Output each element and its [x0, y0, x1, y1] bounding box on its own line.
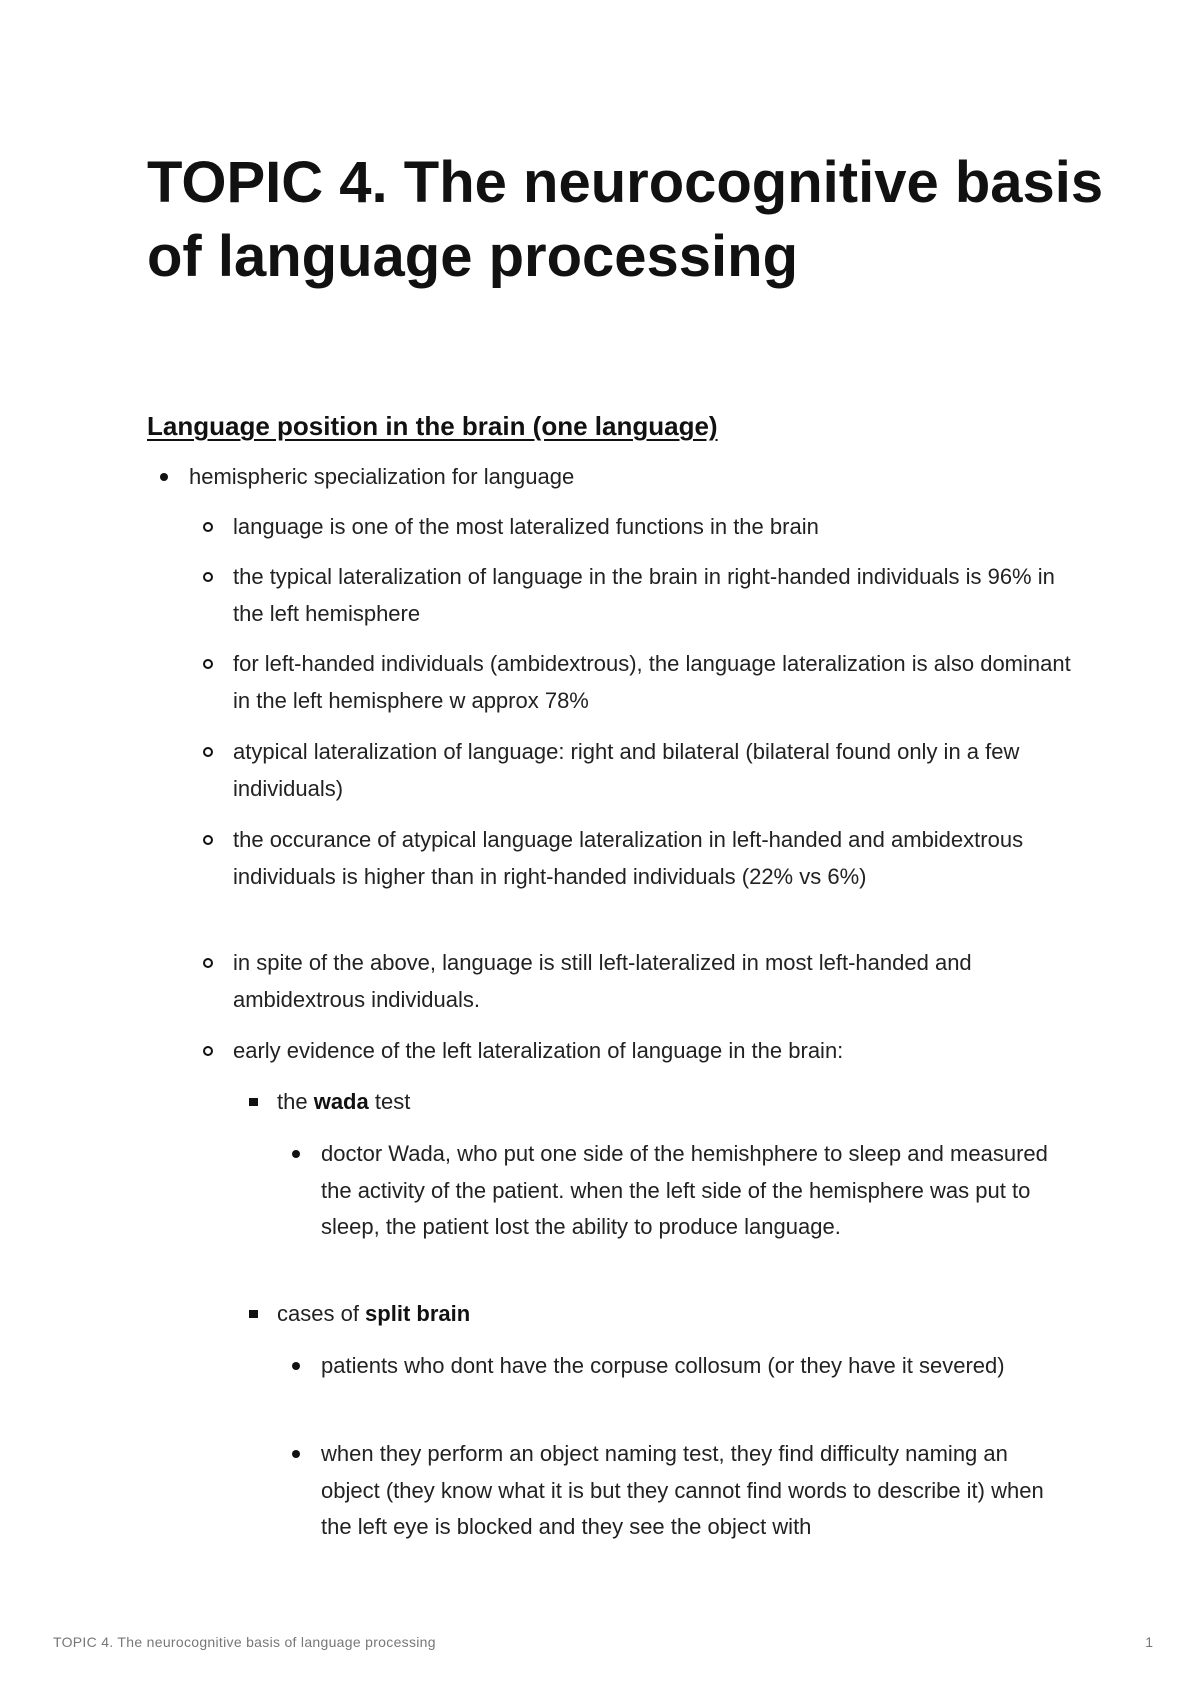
bullet-circle-icon: [203, 659, 213, 669]
list-item-text: for left-handed individuals (ambidextrous), the language lateralization is also dominant in the left hemisphere w approx 78%: [233, 651, 1071, 713]
list-item-text: patients who dont have the corpuse collosum (or they have it severed): [321, 1353, 1005, 1378]
list-item: [233, 734, 1073, 807]
list-item: [233, 822, 1073, 895]
list-item: [233, 559, 1073, 632]
list-item: [233, 509, 1073, 546]
bullet-dot-icon: [292, 1362, 300, 1370]
page-title: TOPIC 4. The neurocognitive basis of language processing: [147, 150, 1104, 289]
bullet-circle-icon: [203, 522, 213, 532]
bullet-circle-icon: [203, 835, 213, 845]
bullet-circle-icon: [203, 958, 213, 968]
list-item-text: the occurance of atypical language lateralization in left-handed and ambidextrous individuals is higher than in right-handed individuals (22% vs 6%): [233, 827, 1024, 889]
list-item-text: language is one of the most lateralized functions in the brain: [233, 514, 819, 539]
list-item-text: the: [277, 1089, 314, 1114]
list-item: [277, 1296, 1077, 1333]
list-item-text: the typical lateralization of language in the brain in right-handed individuals is 96% in the left hemisphere: [233, 564, 1055, 626]
section-heading: Language position in the brain (one language): [147, 411, 718, 441]
list-item-bold-text: wada: [313, 1089, 369, 1114]
page-number: 1: [1145, 1634, 1153, 1650]
list-item-text: atypical lateralization of language: right and bilateral (bilateral found only in a few individuals): [233, 739, 1020, 801]
footer-title: TOPIC 4. The neurocognitive basis of language processing: [53, 1634, 436, 1650]
list-item-text: early evidence of the left lateralization of language in the brain:: [233, 1038, 844, 1063]
bullet-dot-icon: [160, 473, 168, 481]
list-item: [321, 1436, 1061, 1546]
list-item: [233, 1033, 1073, 1070]
list-item: [321, 1136, 1061, 1246]
bullet-circle-icon: [203, 1046, 213, 1056]
list-item-text: hemispheric specialization for language: [189, 464, 575, 489]
list-item-text: cases of: [277, 1301, 366, 1326]
list-item-text: doctor Wada, who put one side of the hemishphere to sleep and measured the activity of the patient. when the left side of the hemisphere was put to sleep, the patient lost the ability to produce language.: [321, 1141, 1048, 1239]
bullet-square-icon: [249, 1098, 258, 1106]
list-item-text: in spite of the above, language is still left-lateralized in most left-handed and ambidextrous individuals.: [233, 950, 972, 1012]
list-item-text: test: [368, 1089, 411, 1114]
bullet-dot-icon: [292, 1150, 300, 1158]
bullet-circle-icon: [203, 747, 213, 757]
list-item: [277, 1084, 1077, 1121]
list-item-bold-text: split brain: [365, 1301, 471, 1326]
list-item: [321, 1348, 1061, 1385]
list-item: [233, 646, 1073, 719]
list-item: [189, 459, 1069, 496]
list-item: [233, 945, 1073, 1018]
bullet-square-icon: [249, 1310, 258, 1318]
bullet-dot-icon: [292, 1450, 300, 1458]
list-item-text: when they perform an object naming test, they find difficulty naming an object (they know what it is but they cannot find words to describe it) when the left eye is blocked and they see the object with: [321, 1441, 1044, 1539]
bullet-circle-icon: [203, 572, 213, 582]
